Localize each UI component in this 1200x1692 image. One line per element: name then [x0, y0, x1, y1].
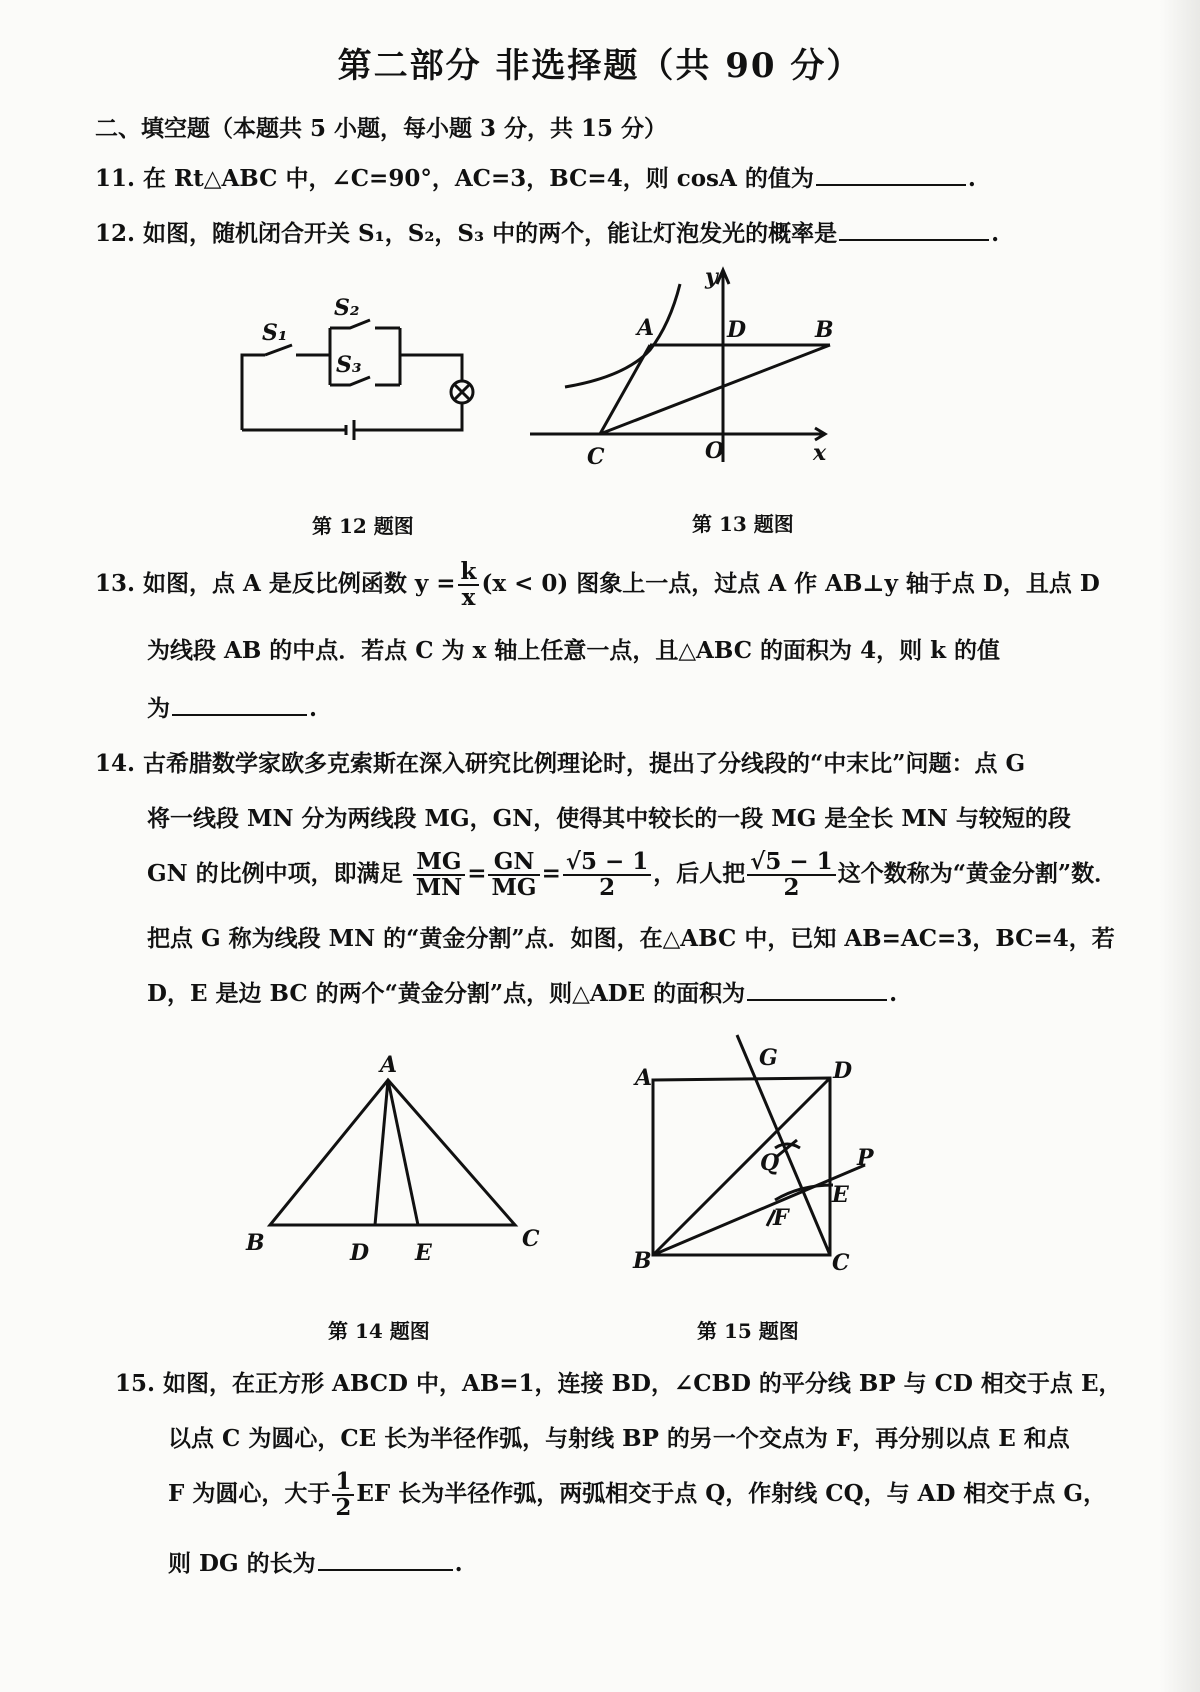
fraction-numerator: MG — [413, 850, 465, 876]
question-13-line-1 — [95, 560, 1100, 610]
question-14-end: . — [889, 980, 898, 1007]
question-15-line-4-text: 则 DG 的长为 — [168, 1550, 316, 1577]
fraction-one-half — [332, 1470, 354, 1520]
label-q: Q — [760, 1150, 780, 1176]
question-15-end: . — [454, 1550, 463, 1577]
page-edge-shadow — [1160, 0, 1200, 1692]
question-14-line-5 — [147, 975, 897, 1008]
label-a: A — [380, 1052, 398, 1078]
label-d: D — [727, 317, 747, 343]
label-b: B — [633, 1248, 652, 1274]
label-s3: S₃ — [336, 352, 362, 378]
question-15-line-3-pre: F 为圆心，大于 — [168, 1480, 331, 1508]
label-d: D — [833, 1058, 853, 1084]
label-c: C — [587, 444, 605, 470]
figure-13-graph — [525, 262, 835, 472]
label-y: y — [705, 264, 718, 290]
question-14-line-2: 将一线段 MN 分为两线段 MG，GN，使得其中较长的一段 MG 是全长 MN 与较短的段 — [147, 805, 1071, 832]
question-14-line-4: 把点 G 称为线段 MN 的“黄金分割”点．如图，在△ABC 中，已知 AB=AC=3，BC=4，若 — [147, 925, 1115, 952]
fraction-denominator: 2 — [783, 874, 800, 902]
figure-14-caption: 第 14 题图 — [328, 1319, 430, 1343]
question-12 — [95, 215, 999, 248]
label-f: F — [773, 1205, 789, 1231]
question-15-line-4 — [168, 1545, 463, 1578]
section-heading: 二、填空题（本题共 5 小题，每小题 3 分，共 15 分） — [95, 115, 668, 142]
question-13-pre: 13. 如图，点 A 是反比例函数 y = — [95, 570, 456, 598]
label-p: P — [857, 1145, 874, 1171]
question-15-line-2: 以点 C 为圆心，CE 长为半径作弧，与射线 BP 的另一个交点为 F，再分别以点 E 和点 — [168, 1425, 1070, 1452]
label-c: C — [832, 1250, 850, 1276]
question-14-line-1: 14. 古希腊数学家欧多克索斯在深入研究比例理论时，提出了分线段的“中末比”问题：点 G — [95, 750, 1026, 777]
label-e: E — [832, 1182, 849, 1208]
question-14-line-3: GN 的比例中项，即满足 $\frac{MG}{MN}$ = $\frac{GN}{MG}$ = $\frac{√5 - 1}{2}$ ，后人把 $\frac{√5 - 1}{2}$ 这个数称为“黄金分割”数． — [147, 848, 1118, 902]
question-11 — [95, 160, 976, 193]
label-c: C — [522, 1226, 540, 1252]
answer-blank-13 — [172, 710, 307, 716]
label-g: G — [759, 1045, 778, 1071]
label-a: A — [637, 315, 655, 341]
label-b: B — [815, 317, 834, 343]
question-13-line-3 — [147, 690, 317, 723]
fraction-golden-ratio — [563, 850, 651, 900]
fraction-denominator: x — [461, 584, 476, 612]
question-13-end: . — [309, 695, 318, 722]
figure-15-caption: 第 15 题图 — [697, 1319, 799, 1343]
fraction-denominator: MG — [491, 874, 537, 902]
fraction-numerator: GN — [488, 850, 539, 876]
figure-14-triangle — [240, 1050, 560, 1270]
label-a: A — [635, 1065, 653, 1091]
question-13-line-3-text: 为 — [147, 695, 170, 722]
question-14-line-5-text: D，E 是边 BC 的两个“黄金分割”点，则△ADE 的面积为 — [147, 980, 746, 1007]
label-s2: S₂ — [334, 295, 360, 321]
fraction-denominator: 2 — [335, 1494, 352, 1522]
question-12-text: 12. 如图，随机闭合开关 S₁，S₂，S₃ 中的两个，能让灯泡发光的概率是 — [95, 220, 838, 247]
question-15-line-1: 15. 如图，在正方形 ABCD 中，AB=1，连接 BD，∠CBD 的平分线 BP 与 CD 相交于点 E， — [115, 1370, 1122, 1397]
label-d: D — [350, 1240, 370, 1266]
fraction-golden-ratio-2 — [747, 850, 835, 900]
figure-15-square — [625, 1030, 895, 1280]
fraction-numerator: k — [458, 560, 480, 586]
question-14-line-3-mid: ，后人把 — [653, 860, 746, 888]
label-s1: S₁ — [262, 320, 288, 346]
label-o: O — [705, 438, 725, 464]
question-15-line-3 — [168, 1470, 1106, 1520]
label-e: E — [415, 1240, 432, 1266]
answer-blank-14 — [747, 995, 887, 1001]
question-14-line-3-post: 这个数称为“黄金分割”数． — [837, 860, 1118, 888]
page-title: 第二部分 非选择题（共 90 分） — [337, 46, 863, 86]
question-11-text: 11. 在 Rt△ABC 中，∠C=90°，AC=3，BC=4，则 cosA 的值为 — [95, 165, 814, 192]
answer-blank-12 — [839, 235, 989, 241]
figure-12-circuit — [230, 290, 520, 460]
fraction-mg-mn — [413, 850, 465, 900]
figure-12-caption: 第 12 题图 — [312, 514, 414, 538]
question-13-line-2: 为线段 AB 的中点．若点 C 为 x 轴上任意一点，且△ABC 的面积为 4，则 k 的值 — [147, 637, 1001, 664]
question-11-end: . — [967, 165, 976, 192]
answer-blank-11 — [816, 180, 966, 186]
question-15-line-3-post: EF 长为半径作弧，两弧相交于点 Q，作射线 CQ，与 AD 相交于点 G， — [356, 1480, 1107, 1508]
fraction-numerator: √5 − 1 — [747, 850, 835, 876]
question-13-post: (x < 0) 图象上一点，过点 A 作 AB⊥y 轴于点 D，且点 D — [481, 570, 1100, 598]
question-14-line-3-pre: GN 的比例中项，即满足 — [147, 860, 403, 888]
fraction-gn-mg — [488, 850, 539, 900]
fraction-k-over-x — [458, 560, 480, 610]
fraction-numerator: √5 − 1 — [563, 850, 651, 876]
label-b: B — [246, 1230, 265, 1256]
label-x: x — [813, 440, 827, 466]
figure-13-caption: 第 13 题图 — [692, 512, 794, 536]
fraction-denominator: 2 — [599, 874, 616, 902]
question-12-end: . — [991, 220, 1000, 247]
fraction-denominator: MN — [415, 874, 463, 902]
answer-blank-15 — [318, 1565, 453, 1571]
fraction-numerator: 1 — [332, 1470, 354, 1496]
